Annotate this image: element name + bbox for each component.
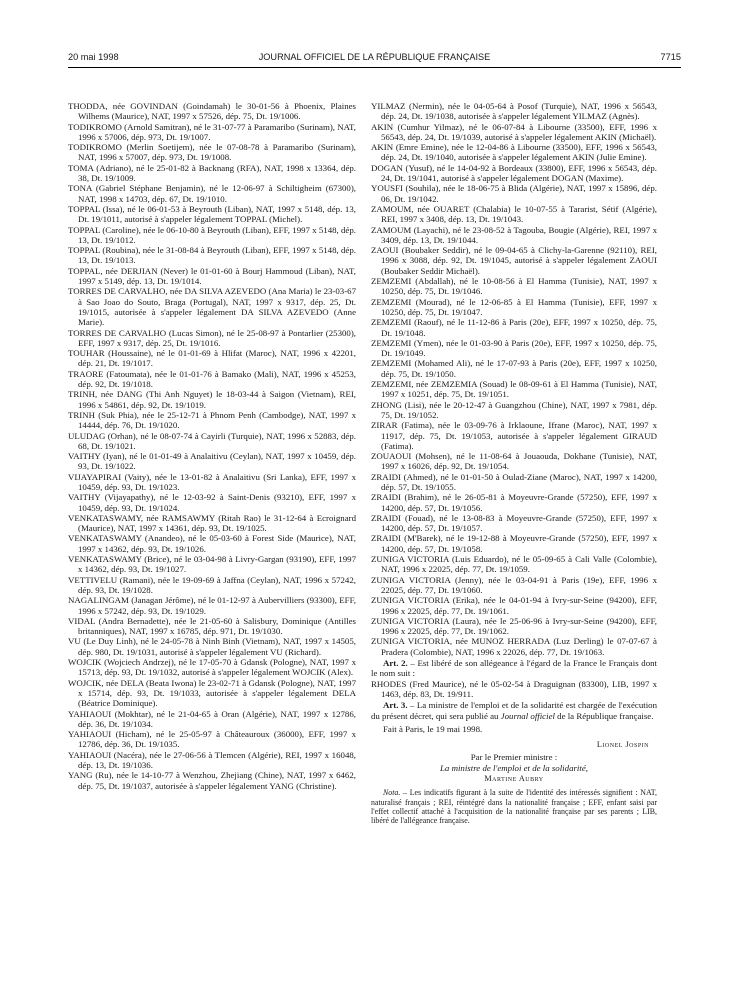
nota <box>371 788 657 825</box>
decree-entry: TORRES DE CARVALHO (Lucas Simon), né le 25-08-97 à Pontarlier (25300), EFF, 1997 x 9317, dép. 25, Dt. 19/1016. <box>68 327 356 348</box>
article-3-journal: Journal officiel <box>500 710 555 721</box>
decree-entry: TOPPAL (Caroline), née le 06-10-80 à Beyrouth (Liban), EFF, 1997 x 5148, dép. 13, Dt. 19/1012. <box>68 224 356 245</box>
right-column <box>371 101 657 825</box>
decree-entry: ZUNIGA VICTORIA, née MUNOZ HERRADA (Luz Derling) le 07-07-67 à Pradera (Colombie), NAT, 1996 x 22026, dép. 77, Dt. 19/1063. <box>371 636 657 657</box>
decree-entry: YAHIAOUI (Nacéra), née le 27-06-56 à Tlemcen (Algérie), REI, 1997 x 16048, dép. 13, Dt. 19/1036. <box>68 749 356 770</box>
decree-entry: VIDAL (Andra Bernadette), née le 21-05-60 à Salisbury, Dominique (Antilles britanniques), NAT, 1997 x 16785, dép. 971, Dt. 19/1030. <box>68 615 356 637</box>
signer-name: Lionel Jospin <box>596 740 649 750</box>
decree-entry: DOGAN (Yusuf), né le 14-04-92 à Bordeaux (33800), EFF, 1996 x 56543, dép. 24, Dt. 19/1041, autorisé à s'appeler légalement DOGAN (Maxime). <box>371 162 657 184</box>
decree-entry: VAITHY (Iyan), né le 01-01-49 à Analaitivu (Ceylan), NAT, 1997 x 10459, dép. 93, Dt. 19/1022. <box>68 451 356 472</box>
minister-name: Martine Aubry <box>484 774 544 783</box>
decree-entry: ZHONG (Lisi), née le 20-12-47 à Guangzhou (Chine), NAT, 1997 x 7981, dép. 75, Dt. 19/1052. <box>371 399 657 420</box>
decree-entry: YOUSFI (Souhila), née le 18-06-75 à Blida (Algérie), NAT, 1997 x 15896, dép. 06, Dt. 19/1042. <box>371 183 657 204</box>
decree-entry: ZAMOUM (Layachi), né le 23-08-52 à Tagouba, Bougie (Algérie), REI, 1997 x 3409, dép. 13, Dt. 19/1044. <box>371 224 657 245</box>
article-2 <box>371 658 657 679</box>
decree-entry: ZOUAOUI (Mohsen), né le 11-08-64 à Jouaouda, Dokhane (Tunisie), NAT, 1997 x 16026, dép. 92, Dt. 19/1054. <box>371 451 657 472</box>
decree-entry: ZUNIGA VICTORIA (Erika), née le 04-01-94 à Ivry-sur-Seine (94200), EFF, 1996 x 22025, dép. 77, Dt. 19/1061. <box>371 595 657 616</box>
decree-entry: ZEMZEMI, née ZEMZEMIA (Souad) le 08-09-61 à El Hamma (Tunisie), NAT, 1997 x 10251, dép. 75, Dt. 19/1051. <box>371 379 657 400</box>
decree-entry: ZEMZEMI (Abdallah), né le 10-08-56 à El Hamma (Tunisie), NAT, 1997 x 10250, dép. 75, Dt. 19/1046. <box>371 276 657 297</box>
article-3 <box>371 700 657 721</box>
decree-entry: ZEMZEMI (Raouf), né le 11-12-86 à Paris (20e), EFF, 1997 x 10250, dép. 75, Dt. 19/1048. <box>371 317 657 338</box>
decree-entry: ZEMZEMI (Mohamed Ali), né le 17-07-93 à Paris (20e), EFF, 1997 x 10250, dép. 75, Dt. 19/1050. <box>371 358 657 379</box>
decree-entry: TODIKROMO (Arnold Samitran), né le 31-07-77 à Paramaribo (Surinam), NAT, 1996 x 57006, dép. 973, Dt. 19/1007. <box>68 121 356 142</box>
decree-entry: ZIRAR (Fatima), née le 03-09-76 à Irklaoune, Ifrane (Maroc), NAT, 1997 x 11917, dép. 75, Dt. 19/1053, autorisée à s'appeler légalement GIRAUD (Fatima). <box>371 420 657 451</box>
decree-entry: VAITHY (Vijayapathy), né le 12-03-92 à Saint-Denis (93210), EFF, 1997 x 10459, dép. 93, Dt. 19/1024. <box>68 492 356 513</box>
decree-entry: VETTIVELU (Ramani), née le 19-09-69 à Jaffna (Ceylan), NAT, 1996 x 57242, dép. 93, Dt. 19/1028. <box>68 574 356 595</box>
decree-entry: YAHIAOUI (Mokhtar), né le 21-04-65 à Oran (Algérie), NAT, 1997 x 12786, dép. 36, Dt. 19/1034. <box>68 708 356 729</box>
decree-entry: VIJAYAPIRAI (Vaity), née le 13-01-82 à Analaitivu (Sri Lanka), EFF, 1997 x 10459, dép. 93, Dt. 19/1023. <box>68 471 356 492</box>
header-journal-title: JOURNAL OFFICIEL DE LA RÉPUBLIQUE FRANÇAISE <box>258 52 491 62</box>
decree-entry: YANG (Ru), née le 14-10-77 à Wenzhou, Zhejiang (Chine), NAT, 1997 x 6462, dép. 75, Dt. 19/1037, autorisée à s'appeler légalement YANG (Christine). <box>68 770 356 791</box>
decree-entry: ULUDAG (Orhan), né le 08-07-74 à Cayirli (Turquie), NAT, 1996 x 52883, dép. 68, Dt. 19/1021. <box>68 430 356 451</box>
decree-entry: VU (Le Duy Linh), né le 24-05-78 à Ninh Binh (Vietnam), NAT, 1997 x 14505, dép. 980, Dt. 19/1031, autorisé à s'appeler légalement VU (Richard). <box>68 636 356 657</box>
decree-entry: YILMAZ (Nermin), née le 04-05-64 à Posof (Turquie), NAT, 1996 x 56543, dép. 24, Dt. 19/1038, autorisée à s'appeler légalement YILMAZ (Agnès). <box>371 101 657 122</box>
article-3-text-after: de la République française. <box>554 710 654 721</box>
decree-entry: ZRAIDI (Ahmed), né le 01-01-50 à Oulad-Ziane (Maroc), NAT, 1997 x 14200, dép. 57, Dt. 19/1055. <box>371 471 657 492</box>
decree-entry: AKIN (Emre Emine), née le 12-04-86 à Libourne (33500), EFF, 1996 x 56543, dép. 24, Dt. 19/1040, autorisée à s'appeler légalement AKIN (Julie Emine). <box>371 142 657 163</box>
left-column <box>68 101 356 791</box>
decree-entry: TRINH, née DANG (Thi Anh Nguyet) le 18-03-44 à Saigon (Vietnam), REI, 1996 x 54861, dép. 92, Dt. 19/1019. <box>68 389 356 410</box>
decree-entry: VENKATASWAMY (Brice), né le 03-04-98 à Livry-Gargan (93190), EFF, 1997 x 14362, dép. 93, Dt. 19/1027. <box>68 554 356 575</box>
decree-entry: TRINH (Suk Phia), née le 25-12-71 à Phnom Penh (Cambodge), NAT, 1997 x 14444, dép. 76, Dt. 19/1020. <box>68 409 356 431</box>
decree-entry: ZUNIGA VICTORIA (Luis Eduardo), né le 05-09-65 à Cali Valle (Colombie), NAT, 1996 x 22025, dép. 77, Dt. 19/1059. <box>371 554 657 575</box>
decree-entry: TOPPAL (Roubina), née le 31-08-84 à Beyrouth (Liban), EFF, 1997 x 5148, dép. 13, Dt. 19/1013. <box>68 245 356 266</box>
nota-label: Nota. <box>383 788 401 798</box>
article-2-entry: RHODES (Fred Maurice), né le 05-02-54 à Draguignan (83300), LIB, 1997 x 1463, dép. 83, Dt. 19/911. <box>371 678 657 699</box>
decree-entry: WOJCIK, née DELA (Beata Iwona) le 23-02-71 à Gdansk (Pologne), NAT, 1997 x 15714, dép. 93, Dt. 19/1033, autorisée à s'appeler légalement DELA (Béatrice Dominique). <box>68 677 356 709</box>
par-premier-ministre: Par le Premier ministre : <box>470 752 558 763</box>
decree-entry: TOMA (Adriano), né le 25-01-82 à Backnang (RFA), NAT, 1998 x 13364, dép. 38, Dt. 19/1009. <box>68 162 356 184</box>
article-3-label: Art. 3. <box>383 700 408 711</box>
decree-entry: ZEMZEMI (Ymen), née le 01-03-90 à Paris (20e), EFF, 1997 x 10250, dép. 75, Dt. 19/1049. <box>371 337 657 359</box>
decree-entry: YAHIAOUI (Hicham), né le 25-05-97 à Châteauroux (36000), EFF, 1997 x 12786, dép. 36, Dt. 19/1035. <box>68 729 356 750</box>
decree-entry: ZRAIDI (M'Barek), né le 19-12-88 à Moyeuvre-Grande (57250), EFF, 1997 x 14200, dép. 57, Dt. 19/1058. <box>371 533 657 554</box>
header-date: 20 mai 1998 <box>68 52 119 62</box>
decree-entry: NAGALINGAM (Janagan Jérôme), né le 01-12-97 à Aubervilliers (93300), EFF, 1996 x 57242, dép. 93, Dt. 19/1029. <box>68 595 356 616</box>
decree-entry: TONA (Gabriel Stéphane Benjamin), né le 12-06-97 à Schiltigheim (67300), NAT, 1998 x 14703, dép. 67, Dt. 19/1010. <box>68 183 356 204</box>
decree-entry: WOJCIK (Wojciech Andrzej), né le 17-05-70 à Gdansk (Pologne), NAT, 1997 x 15713, dép. 93, Dt. 19/1032, autorisé à s'appeler légalement WOJCIK (Alex). <box>68 657 356 678</box>
decree-entry: TORRES DE CARVALHO, née DA SILVA AZEVEDO (Ana Maria) le 23-03-67 à Sao Joao do Souto, Braga (Portugal), NAT, 1997 x 9317, dép. 25, Dt. 19/1015, autorisée à s'appeler légalement DA SILVA AZEVEDO (Anne Marie). <box>68 286 356 328</box>
nota-text: – Les indicatifs figurant à la suite de l'identité des intéressés signifient : NAT, naturalisé français ; REI, réintégré dans la nationalité française ; EFF, enfant saisi par l'effet collectif attaché à l'acquisition de la nationalité française par ses parents ; LIB, libéré de l'allégeance française. <box>371 788 657 825</box>
decree-entry: TRAORE (Fatoumata), née le 01-01-76 à Bamako (Mali), NAT, 1996 x 45253, dép. 92, Dt. 19/1018. <box>68 368 356 390</box>
decree-entry: ZEMZEMI (Mourad), né le 12-06-85 à El Hamma (Tunisie), EFF, 1997 x 10250, dép. 75, Dt. 19/1047. <box>371 296 657 317</box>
article-3-text-before: – La ministre de l'emploi et de la solidarité est chargée de l'exécution du présent décret, qui sera publié au <box>371 700 658 721</box>
header-rule <box>68 67 681 68</box>
decree-entry: VENKATASWAMY (Anandeo), né le 05-03-60 à Forest Side (Maurice), NAT, 1997 x 14362, dép. 93, Dt. 19/1026. <box>68 533 356 554</box>
decree-entry: VENKATASWAMY, née RAMSAWMY (Ritah Rao) le 31-12-64 à Ecroignard (Maurice), NAT, 1997 x 14361, dép. 93, Dt. 19/1025. <box>68 512 356 534</box>
right-column-entries <box>371 101 657 657</box>
decree-entry: TOPPAL (Issa), né le 06-01-53 à Beyrouth (Liban), NAT, 1997 x 5148, dép. 13, Dt. 19/1011, autorisé à s'appeler légalement TOPPAL (Michel). <box>68 203 356 225</box>
decree-entry: ZUNIGA VICTORIA (Laura), née le 25-06-96 à Ivry-sur-Seine (94200), EFF, 1996 x 22025, dép. 77, Dt. 19/1062. <box>371 615 657 637</box>
decree-date: Fait à Paris, le 19 mai 1998. <box>383 723 483 734</box>
decree-entry: ZAMOUM, née OUARET (Chalabia) le 10-07-55 à Tararist, Sétif (Algérie), REI, 1997 x 3408, dép. 13, Dt. 19/1043. <box>371 203 657 225</box>
decree-entry: TODIKROMO (Merlin Soetijem), née le 07-08-78 à Paramaribo (Surinam), NAT, 1996 x 57007, dép. 973, Dt. 19/1008. <box>68 142 356 163</box>
decree-entry: TOPPAL, née DERJIAN (Never) le 01-01-60 à Bourj Hammoud (Liban), NAT, 1997 x 5149, dép. 13, Dt. 19/1014. <box>68 265 356 287</box>
minister-title: La ministre de l'emploi et de la solidarité, <box>440 762 588 773</box>
decree-entry: THODDA, née GOVINDAN (Goindamah) le 30-01-56 à Phoenix, Plaines Wilhems (Maurice), NAT, 1997 x 57526, dép. 75, Dt. 19/1006. <box>68 101 356 122</box>
article-2-label: Art. 2. <box>383 658 408 669</box>
decree-entry: AKIN (Cumhur Yilmaz), né le 06-07-84 à Libourne (33500), EFF, 1996 x 56543, dép. 24, Dt. 19/1039, autorisé à s'appeler légalement AKIN (Michaël). <box>371 121 657 142</box>
article-2-text: – Est libéré de son allégeance à l'égard de la France le Français dont le nom suit : <box>371 658 657 679</box>
decree-entry: ZAOUI (Boubaker Seddir), né le 09-04-65 à Clichy-la-Garenne (92110), REI, 1996 x 3088, dép. 92, Dt. 19/1045, autorisé à s'appeler légalement ZAOUI (Boubaker Seddir Michaël). <box>371 245 657 276</box>
decree-entry: TOUHAR (Houssaine), né le 01-01-69 à Hlifat (Maroc), NAT, 1996 x 42201, dép. 21, Dt. 19/1017. <box>68 348 356 369</box>
decree-entry: ZUNIGA VICTORIA (Jenny), née le 03-04-91 à Paris (19e), EFF, 1996 x 22025, dép. 77, Dt. 19/1060. <box>371 574 657 595</box>
decree-entry: ZRAIDI (Fouad), né le 13-08-83 à Moyeuvre-Grande (57250), EFF, 1997 x 14200, dép. 57, Dt. 19/1057. <box>371 512 657 534</box>
header-page-number: 7715 <box>660 52 681 62</box>
decree-entry: ZRAIDI (Brahim), né le 26-05-81 à Moyeuvre-Grande (57250), EFF, 1997 x 14200, dép. 57, Dt. 19/1056. <box>371 492 657 513</box>
page-header <box>68 52 681 66</box>
